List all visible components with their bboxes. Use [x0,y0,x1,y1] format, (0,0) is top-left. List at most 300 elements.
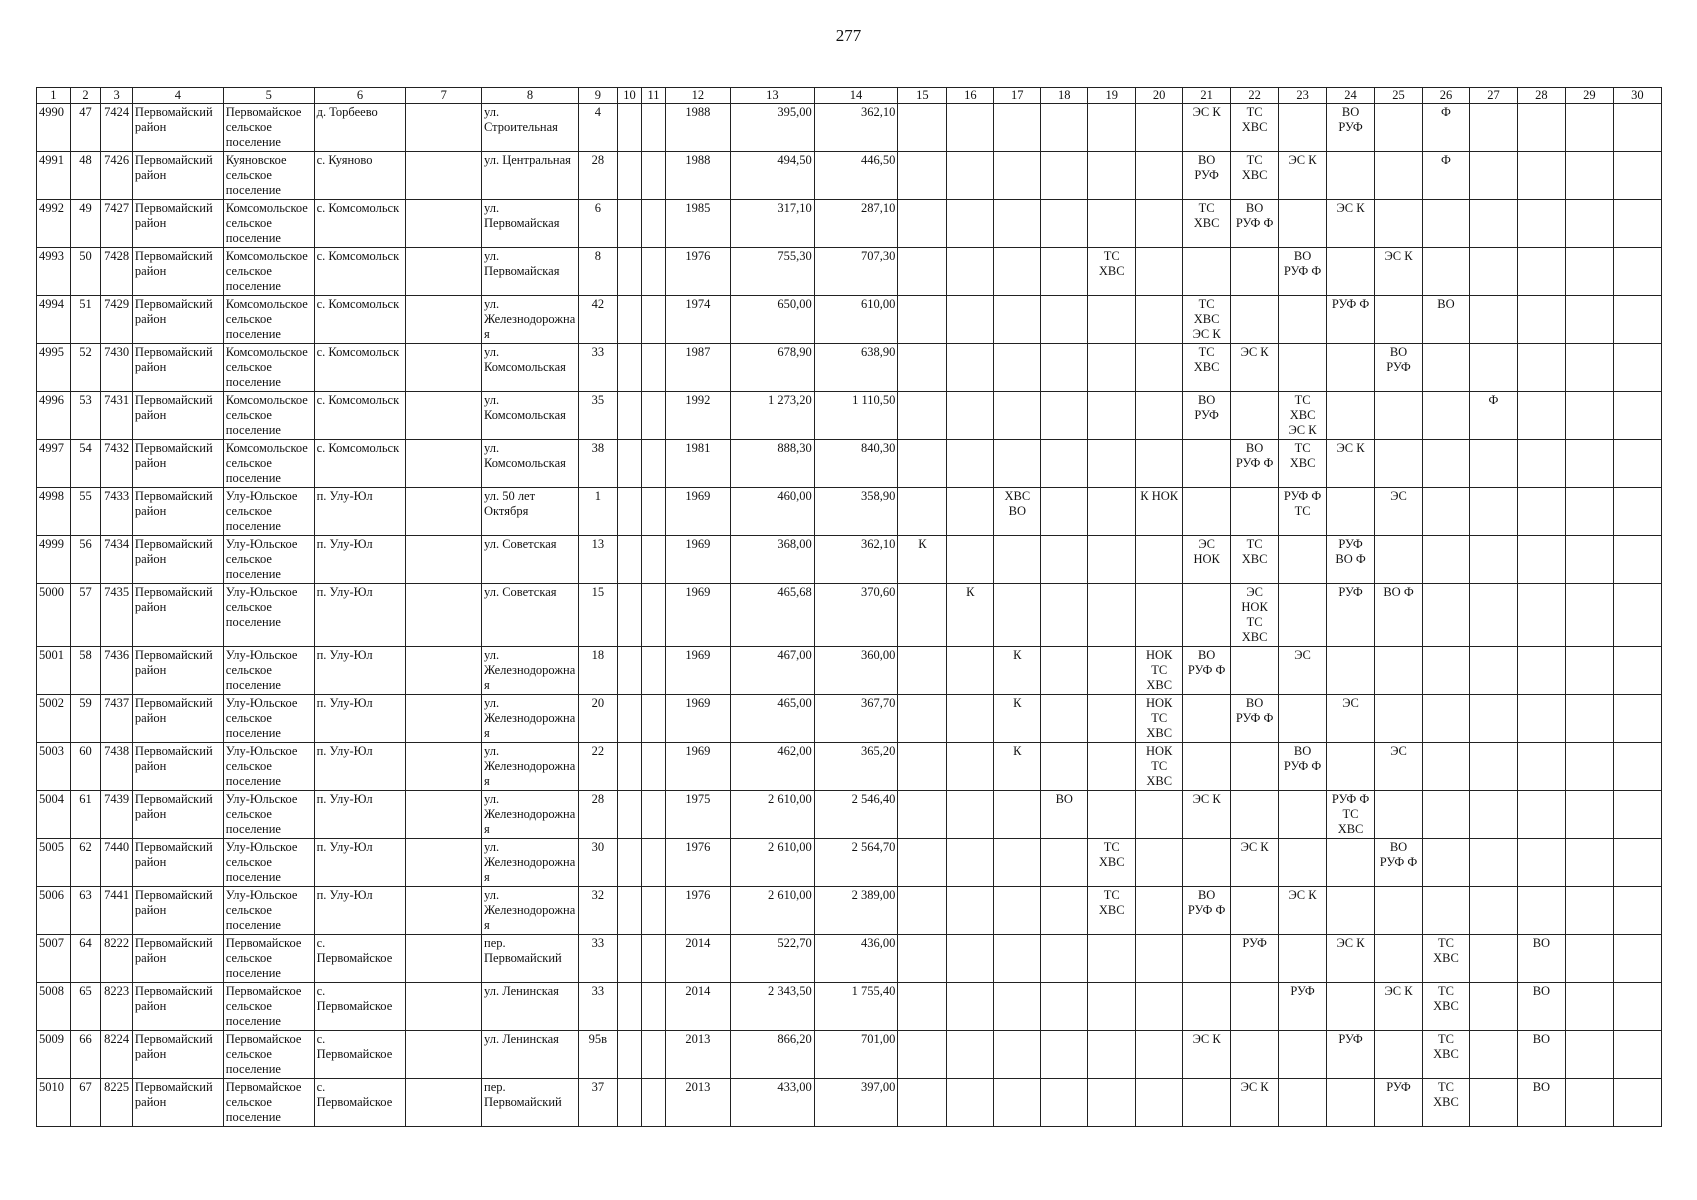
cell-col-3: 7440 [101,839,133,887]
cell-col-17 [994,248,1041,296]
cell-col-22: ТС ХВС [1231,104,1279,152]
cell-col-23 [1279,104,1327,152]
cell-col-21 [1183,584,1231,647]
cell-col-16 [947,983,994,1031]
cell-col-1: 5000 [37,584,71,647]
cell-col-27 [1469,1031,1517,1079]
cell-col-2: 57 [70,584,101,647]
cell-col-2: 62 [70,839,101,887]
cell-col-11 [642,104,665,152]
cell-col-13: 433,00 [731,1079,815,1127]
cell-col-24: РУФ Ф [1327,296,1375,344]
cell-col-18 [1041,695,1088,743]
cell-col-5: Улу-Юльское сельское поселение [223,536,314,584]
cell-col-11 [642,887,665,935]
cell-col-28: ВО [1517,1031,1565,1079]
cell-col-3: 7424 [101,104,133,152]
cell-col-28 [1517,152,1565,200]
cell-col-24 [1327,248,1375,296]
cell-col-18 [1041,488,1088,536]
cell-col-7 [406,200,482,248]
cell-col-26: ТС ХВС [1423,983,1470,1031]
cell-col-16 [947,392,994,440]
cell-col-25: ВО РУФ Ф [1375,839,1423,887]
cell-col-30 [1613,887,1661,935]
column-number-header [37,88,1662,104]
cell-col-26 [1423,584,1470,647]
cell-col-5: Улу-Юльское сельское поселение [223,488,314,536]
cell-col-27 [1469,152,1517,200]
cell-col-12: 1975 [665,791,730,839]
cell-col-28 [1517,584,1565,647]
cell-col-5: Улу-Юльское сельское поселение [223,647,314,695]
cell-col-19 [1088,296,1136,344]
cell-col-25 [1375,791,1423,839]
column-header-10: 10 [617,88,641,104]
cell-col-10 [617,248,641,296]
cell-col-27 [1469,344,1517,392]
cell-col-17 [994,392,1041,440]
cell-col-7 [406,344,482,392]
cell-col-20: К НОК [1136,488,1183,536]
table-row [37,536,1662,584]
cell-col-8: ул. Строительная [482,104,579,152]
cell-col-27 [1469,248,1517,296]
cell-col-6: с. Комсомольск [314,248,406,296]
cell-col-15 [898,887,947,935]
cell-col-13: 1 273,20 [731,392,815,440]
cell-col-21 [1183,935,1231,983]
cell-col-25 [1375,392,1423,440]
cell-col-17 [994,584,1041,647]
cell-col-10 [617,584,641,647]
cell-col-26 [1423,839,1470,887]
cell-col-20 [1136,1031,1183,1079]
cell-col-7 [406,647,482,695]
table-row [37,392,1662,440]
cell-col-26: ТС ХВС [1423,1031,1470,1079]
cell-col-30 [1613,1031,1661,1079]
cell-col-7 [406,392,482,440]
cell-col-8: пер. Первомайский [482,1079,579,1127]
cell-col-30 [1613,152,1661,200]
registry-table [36,87,1662,1127]
cell-col-12: 1987 [665,344,730,392]
cell-col-22: ВО РУФ Ф [1231,440,1279,488]
table-row [37,839,1662,887]
cell-col-28 [1517,440,1565,488]
cell-col-28 [1517,887,1565,935]
cell-col-15 [898,104,947,152]
cell-col-14: 365,20 [814,743,898,791]
cell-col-6: с. Куяново [314,152,406,200]
cell-col-20: НОК ТС ХВС [1136,743,1183,791]
cell-col-2: 51 [70,296,101,344]
cell-col-27 [1469,296,1517,344]
cell-col-17: К [994,743,1041,791]
cell-col-18 [1041,440,1088,488]
cell-col-18 [1041,1031,1088,1079]
cell-col-29 [1565,1031,1613,1079]
cell-col-9: 15 [578,584,617,647]
table-row [37,200,1662,248]
cell-col-4: Первомайский район [132,839,223,887]
cell-col-4: Первомайский район [132,248,223,296]
cell-col-11 [642,839,665,887]
cell-col-1: 4999 [37,536,71,584]
cell-col-27 [1469,935,1517,983]
cell-col-9: 4 [578,104,617,152]
cell-col-5: Комсомольское сельское поселение [223,392,314,440]
cell-col-2: 48 [70,152,101,200]
cell-col-17 [994,104,1041,152]
cell-col-29 [1565,392,1613,440]
cell-col-19 [1088,584,1136,647]
cell-col-17: ХВС ВО [994,488,1041,536]
cell-col-16 [947,536,994,584]
cell-col-24: РУФ [1327,584,1375,647]
cell-col-24: ЭС К [1327,935,1375,983]
cell-col-28 [1517,296,1565,344]
cell-col-28 [1517,743,1565,791]
cell-col-26 [1423,344,1470,392]
cell-col-21: ТС ХВС [1183,344,1231,392]
cell-col-26 [1423,695,1470,743]
cell-col-25 [1375,1031,1423,1079]
cell-col-20 [1136,344,1183,392]
cell-col-7 [406,104,482,152]
cell-col-1: 4990 [37,104,71,152]
cell-col-5: Улу-Юльское сельское поселение [223,839,314,887]
cell-col-21: ВО РУФ Ф [1183,887,1231,935]
cell-col-24: РУФ Ф ТС ХВС [1327,791,1375,839]
cell-col-20: НОК ТС ХВС [1136,647,1183,695]
cell-col-13: 460,00 [731,488,815,536]
cell-col-25: ЭС К [1375,248,1423,296]
cell-col-9: 13 [578,536,617,584]
column-header-14: 14 [814,88,898,104]
cell-col-30 [1613,200,1661,248]
cell-col-16 [947,1031,994,1079]
cell-col-8: ул. Центральная [482,152,579,200]
cell-col-10 [617,200,641,248]
cell-col-23: ЭС К [1279,152,1327,200]
cell-col-9: 95в [578,1031,617,1079]
cell-col-23: ТС ХВС [1279,440,1327,488]
cell-col-23: РУФ Ф ТС [1279,488,1327,536]
cell-col-4: Первомайский район [132,104,223,152]
cell-col-27 [1469,743,1517,791]
cell-col-8: ул. Комсомольская [482,392,579,440]
cell-col-24 [1327,392,1375,440]
cell-col-10 [617,887,641,935]
cell-col-20 [1136,887,1183,935]
cell-col-14: 287,10 [814,200,898,248]
cell-col-4: Первомайский район [132,695,223,743]
cell-col-30 [1613,1079,1661,1127]
cell-col-26 [1423,488,1470,536]
cell-col-16 [947,743,994,791]
cell-col-3: 8223 [101,983,133,1031]
cell-col-28 [1517,104,1565,152]
column-header-27: 27 [1469,88,1517,104]
cell-col-10 [617,935,641,983]
cell-col-18 [1041,200,1088,248]
cell-col-21: ЭС К [1183,1031,1231,1079]
cell-col-12: 1976 [665,839,730,887]
cell-col-29 [1565,839,1613,887]
cell-col-8: ул. Железнодорожная [482,791,579,839]
cell-col-28 [1517,392,1565,440]
cell-col-24 [1327,488,1375,536]
cell-col-21 [1183,983,1231,1031]
cell-col-13: 2 610,00 [731,887,815,935]
cell-col-30 [1613,440,1661,488]
cell-col-7 [406,695,482,743]
cell-col-29 [1565,296,1613,344]
cell-col-9: 8 [578,248,617,296]
cell-col-2: 63 [70,887,101,935]
cell-col-10 [617,536,641,584]
cell-col-28 [1517,647,1565,695]
cell-col-14: 397,00 [814,1079,898,1127]
cell-col-6: п. Улу-Юл [314,887,406,935]
cell-col-18 [1041,152,1088,200]
cell-col-15 [898,152,947,200]
cell-col-20 [1136,536,1183,584]
cell-col-2: 49 [70,200,101,248]
cell-col-4: Первомайский район [132,935,223,983]
cell-col-29 [1565,743,1613,791]
cell-col-26 [1423,647,1470,695]
cell-col-14: 367,70 [814,695,898,743]
cell-col-26: ВО [1423,296,1470,344]
cell-col-9: 30 [578,839,617,887]
cell-col-8: ул. Ленинская [482,983,579,1031]
cell-col-25 [1375,296,1423,344]
cell-col-19 [1088,743,1136,791]
cell-col-6: п. Улу-Юл [314,488,406,536]
cell-col-28 [1517,344,1565,392]
cell-col-20 [1136,104,1183,152]
cell-col-3: 7429 [101,296,133,344]
cell-col-19 [1088,152,1136,200]
cell-col-17 [994,536,1041,584]
cell-col-27 [1469,200,1517,248]
cell-col-4: Первомайский район [132,440,223,488]
cell-col-10 [617,983,641,1031]
cell-col-10 [617,647,641,695]
cell-col-5: Первомайское сельское поселение [223,1031,314,1079]
cell-col-14: 610,00 [814,296,898,344]
cell-col-16 [947,104,994,152]
cell-col-24 [1327,743,1375,791]
cell-col-7 [406,935,482,983]
cell-col-7 [406,488,482,536]
cell-col-17 [994,344,1041,392]
cell-col-4: Первомайский район [132,983,223,1031]
cell-col-6: п. Улу-Юл [314,791,406,839]
cell-col-16 [947,935,994,983]
cell-col-18 [1041,983,1088,1031]
cell-col-3: 7430 [101,344,133,392]
cell-col-27 [1469,887,1517,935]
column-header-20: 20 [1136,88,1183,104]
cell-col-8: ул. Железнодорожная [482,647,579,695]
cell-col-14: 436,00 [814,935,898,983]
cell-col-26 [1423,200,1470,248]
cell-col-7 [406,983,482,1031]
cell-col-9: 35 [578,392,617,440]
cell-col-4: Первомайский район [132,488,223,536]
cell-col-12: 1988 [665,152,730,200]
cell-col-17 [994,152,1041,200]
cell-col-19 [1088,1079,1136,1127]
cell-col-23: ЭС [1279,647,1327,695]
cell-col-30 [1613,392,1661,440]
cell-col-28 [1517,536,1565,584]
table-row [37,440,1662,488]
cell-col-24: ЭС К [1327,200,1375,248]
cell-col-29 [1565,584,1613,647]
cell-col-20 [1136,392,1183,440]
cell-col-7 [406,791,482,839]
cell-col-10 [617,791,641,839]
cell-col-12: 2014 [665,983,730,1031]
cell-col-12: 1988 [665,104,730,152]
cell-col-27 [1469,839,1517,887]
cell-col-26: Ф [1423,104,1470,152]
cell-col-19 [1088,791,1136,839]
cell-col-10 [617,743,641,791]
cell-col-22: ТС ХВС [1231,536,1279,584]
cell-col-13: 467,00 [731,647,815,695]
cell-col-2: 67 [70,1079,101,1127]
cell-col-3: 7432 [101,440,133,488]
cell-col-27 [1469,983,1517,1031]
cell-col-2: 56 [70,536,101,584]
cell-col-22 [1231,887,1279,935]
column-header-25: 25 [1375,88,1423,104]
cell-col-5: Первомайское сельское поселение [223,935,314,983]
cell-col-12: 1974 [665,296,730,344]
cell-col-20 [1136,200,1183,248]
cell-col-7 [406,440,482,488]
cell-col-13: 888,30 [731,440,815,488]
cell-col-15 [898,983,947,1031]
cell-col-11 [642,248,665,296]
cell-col-20 [1136,839,1183,887]
cell-col-15 [898,392,947,440]
table-row [37,488,1662,536]
cell-col-19 [1088,488,1136,536]
cell-col-16 [947,296,994,344]
cell-col-8: ул. Советская [482,584,579,647]
cell-col-8: ул. Комсомольская [482,440,579,488]
cell-col-1: 5007 [37,935,71,983]
cell-col-14: 638,90 [814,344,898,392]
cell-col-30 [1613,695,1661,743]
cell-col-24 [1327,983,1375,1031]
cell-col-11 [642,1031,665,1079]
cell-col-22 [1231,392,1279,440]
cell-col-5: Комсомольское сельское поселение [223,248,314,296]
cell-col-11 [642,791,665,839]
cell-col-6: с. Комсомольск [314,440,406,488]
cell-col-25: ЭС [1375,743,1423,791]
column-header-21: 21 [1183,88,1231,104]
cell-col-22 [1231,791,1279,839]
cell-col-2: 60 [70,743,101,791]
cell-col-12: 2013 [665,1079,730,1127]
cell-col-17 [994,791,1041,839]
cell-col-28 [1517,200,1565,248]
cell-col-16 [947,839,994,887]
column-header-18: 18 [1041,88,1088,104]
cell-col-17 [994,296,1041,344]
cell-col-20 [1136,1079,1183,1127]
cell-col-19 [1088,536,1136,584]
cell-col-5: Комсомольское сельское поселение [223,296,314,344]
cell-col-22 [1231,248,1279,296]
cell-col-12: 1969 [665,743,730,791]
cell-col-12: 1985 [665,200,730,248]
cell-col-25: ВО РУФ [1375,344,1423,392]
cell-col-13: 465,68 [731,584,815,647]
cell-col-27 [1469,536,1517,584]
cell-col-12: 2014 [665,935,730,983]
cell-col-3: 7437 [101,695,133,743]
cell-col-1: 4997 [37,440,71,488]
cell-col-21: ТС ХВС ЭС К [1183,296,1231,344]
cell-col-7 [406,1031,482,1079]
cell-col-17: К [994,695,1041,743]
cell-col-25 [1375,440,1423,488]
cell-col-20 [1136,584,1183,647]
column-header-1: 1 [37,88,71,104]
cell-col-13: 755,30 [731,248,815,296]
cell-col-30 [1613,248,1661,296]
cell-col-15 [898,791,947,839]
cell-col-26: Ф [1423,152,1470,200]
cell-col-26 [1423,392,1470,440]
cell-col-21: ТС ХВС [1183,200,1231,248]
cell-col-8: ул. Первомайская [482,200,579,248]
cell-col-14: 2 389,00 [814,887,898,935]
cell-col-16 [947,488,994,536]
cell-col-19 [1088,344,1136,392]
table-row [37,344,1662,392]
cell-col-10 [617,296,641,344]
table-row [37,1031,1662,1079]
cell-col-1: 4995 [37,344,71,392]
cell-col-23 [1279,584,1327,647]
cell-col-17 [994,839,1041,887]
cell-col-16 [947,344,994,392]
cell-col-25 [1375,695,1423,743]
cell-col-2: 52 [70,344,101,392]
cell-col-14: 840,30 [814,440,898,488]
cell-col-3: 7433 [101,488,133,536]
cell-col-4: Первомайский район [132,1031,223,1079]
cell-col-15 [898,647,947,695]
cell-col-24: ЭС [1327,695,1375,743]
cell-col-30 [1613,584,1661,647]
cell-col-13: 2 610,00 [731,839,815,887]
cell-col-13: 522,70 [731,935,815,983]
cell-col-23: РУФ [1279,983,1327,1031]
cell-col-29 [1565,695,1613,743]
